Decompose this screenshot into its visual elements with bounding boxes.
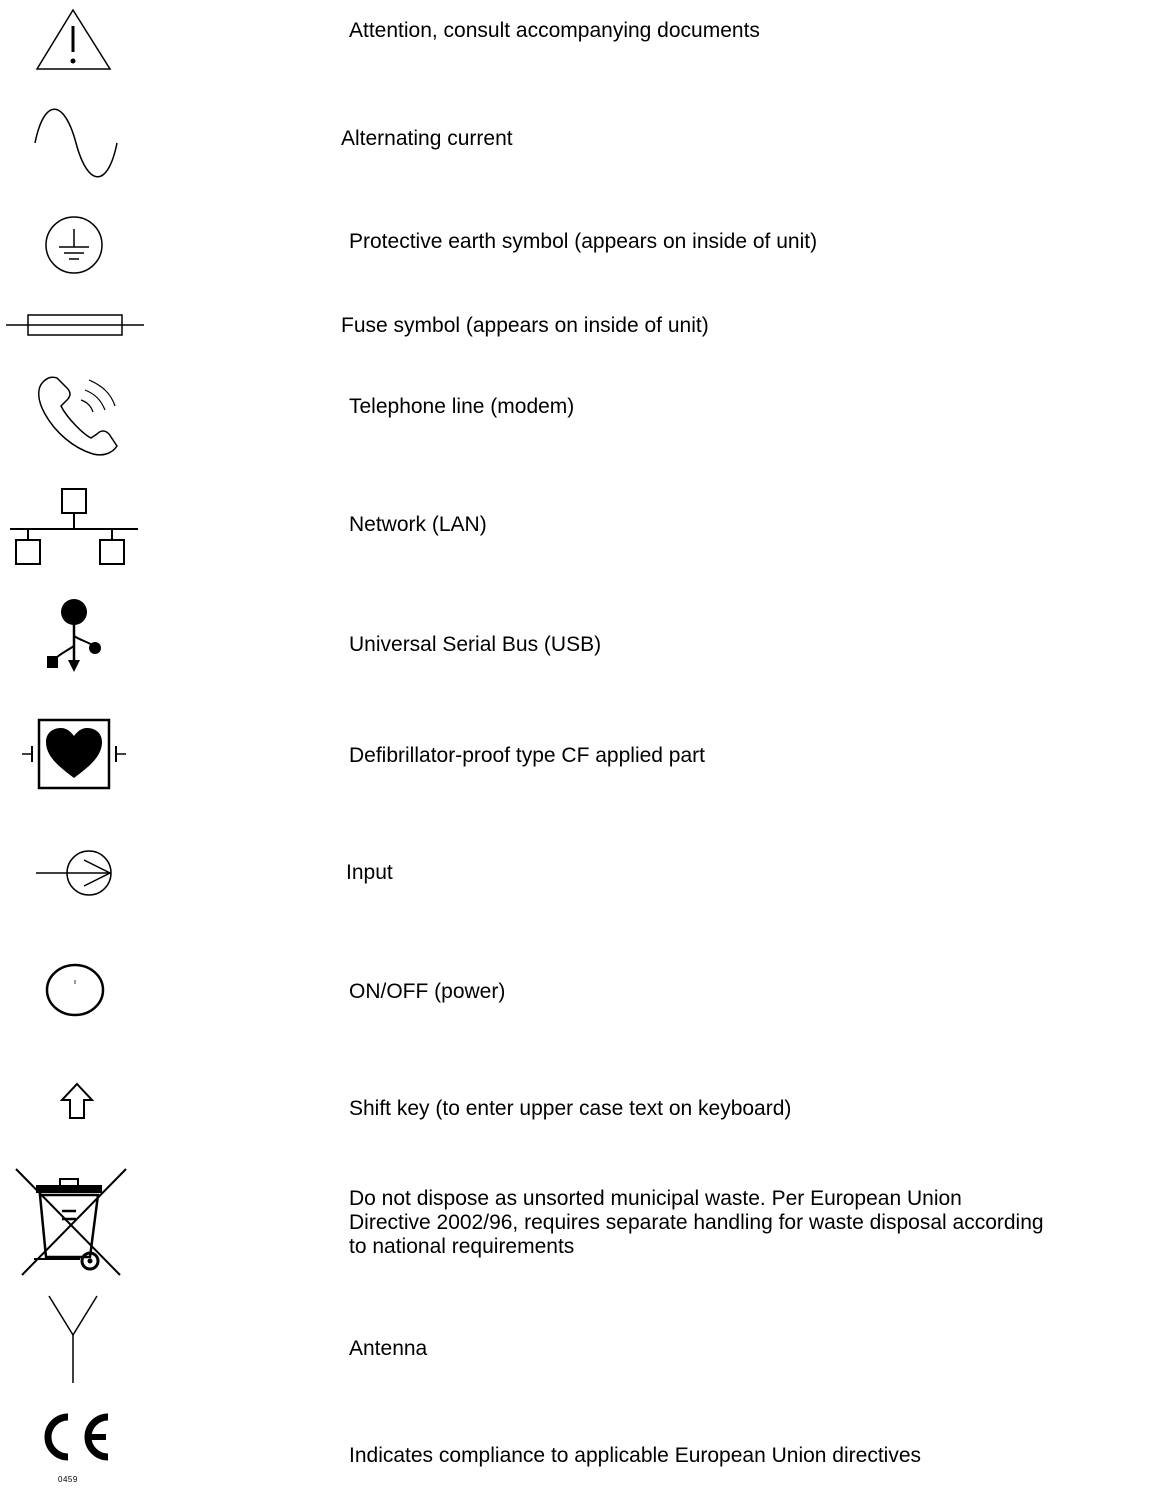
- defibrillator-proof-cf-icon: [18, 718, 130, 790]
- network-icon: [10, 488, 138, 566]
- symbol-description: Protective earth symbol (appears on inside of unit): [349, 230, 818, 253]
- alternating-current-icon: [34, 108, 118, 178]
- ce-notified-body-number: 0459: [58, 1475, 78, 1484]
- symbol-description: Shift key (to enter upper case text on keyboard): [349, 1097, 792, 1120]
- symbol-description: Telephone line (modem): [349, 395, 575, 418]
- telephone-icon: [35, 376, 121, 456]
- usb-icon: [44, 598, 104, 674]
- crossed-bin-icon: [10, 1167, 130, 1279]
- fuse-icon: [6, 309, 144, 341]
- symbol-description: Network (LAN): [349, 513, 487, 536]
- ce-mark-icon: [34, 1413, 114, 1461]
- symbol-description: Indicates compliance to applicable European Union directives: [349, 1444, 922, 1467]
- symbol-description: Attention, consult accompanying documents: [349, 19, 760, 42]
- symbol-description: ON/OFF (power): [349, 980, 506, 1003]
- symbol-description: Antenna: [349, 1337, 428, 1360]
- symbol-description: Do not dispose as unsorted municipal waste. Per European Union Directive 2002/96, requires separate handling for waste disposal according to national requirements: [349, 1187, 1044, 1258]
- power-icon: [44, 962, 106, 1018]
- warning-triangle-icon: [35, 8, 113, 72]
- symbol-description: Input: [346, 861, 393, 884]
- protective-earth-icon: [37, 215, 111, 275]
- symbol-description: Fuse symbol (appears on inside of unit): [341, 314, 709, 337]
- symbol-description: Defibrillator-proof type CF applied part: [349, 744, 705, 767]
- symbol-description: Universal Serial Bus (USB): [349, 633, 602, 656]
- symbol-description: Alternating current: [341, 127, 513, 150]
- input-icon: [36, 850, 114, 896]
- shift-key-icon: [60, 1082, 94, 1120]
- antenna-icon: [48, 1295, 98, 1385]
